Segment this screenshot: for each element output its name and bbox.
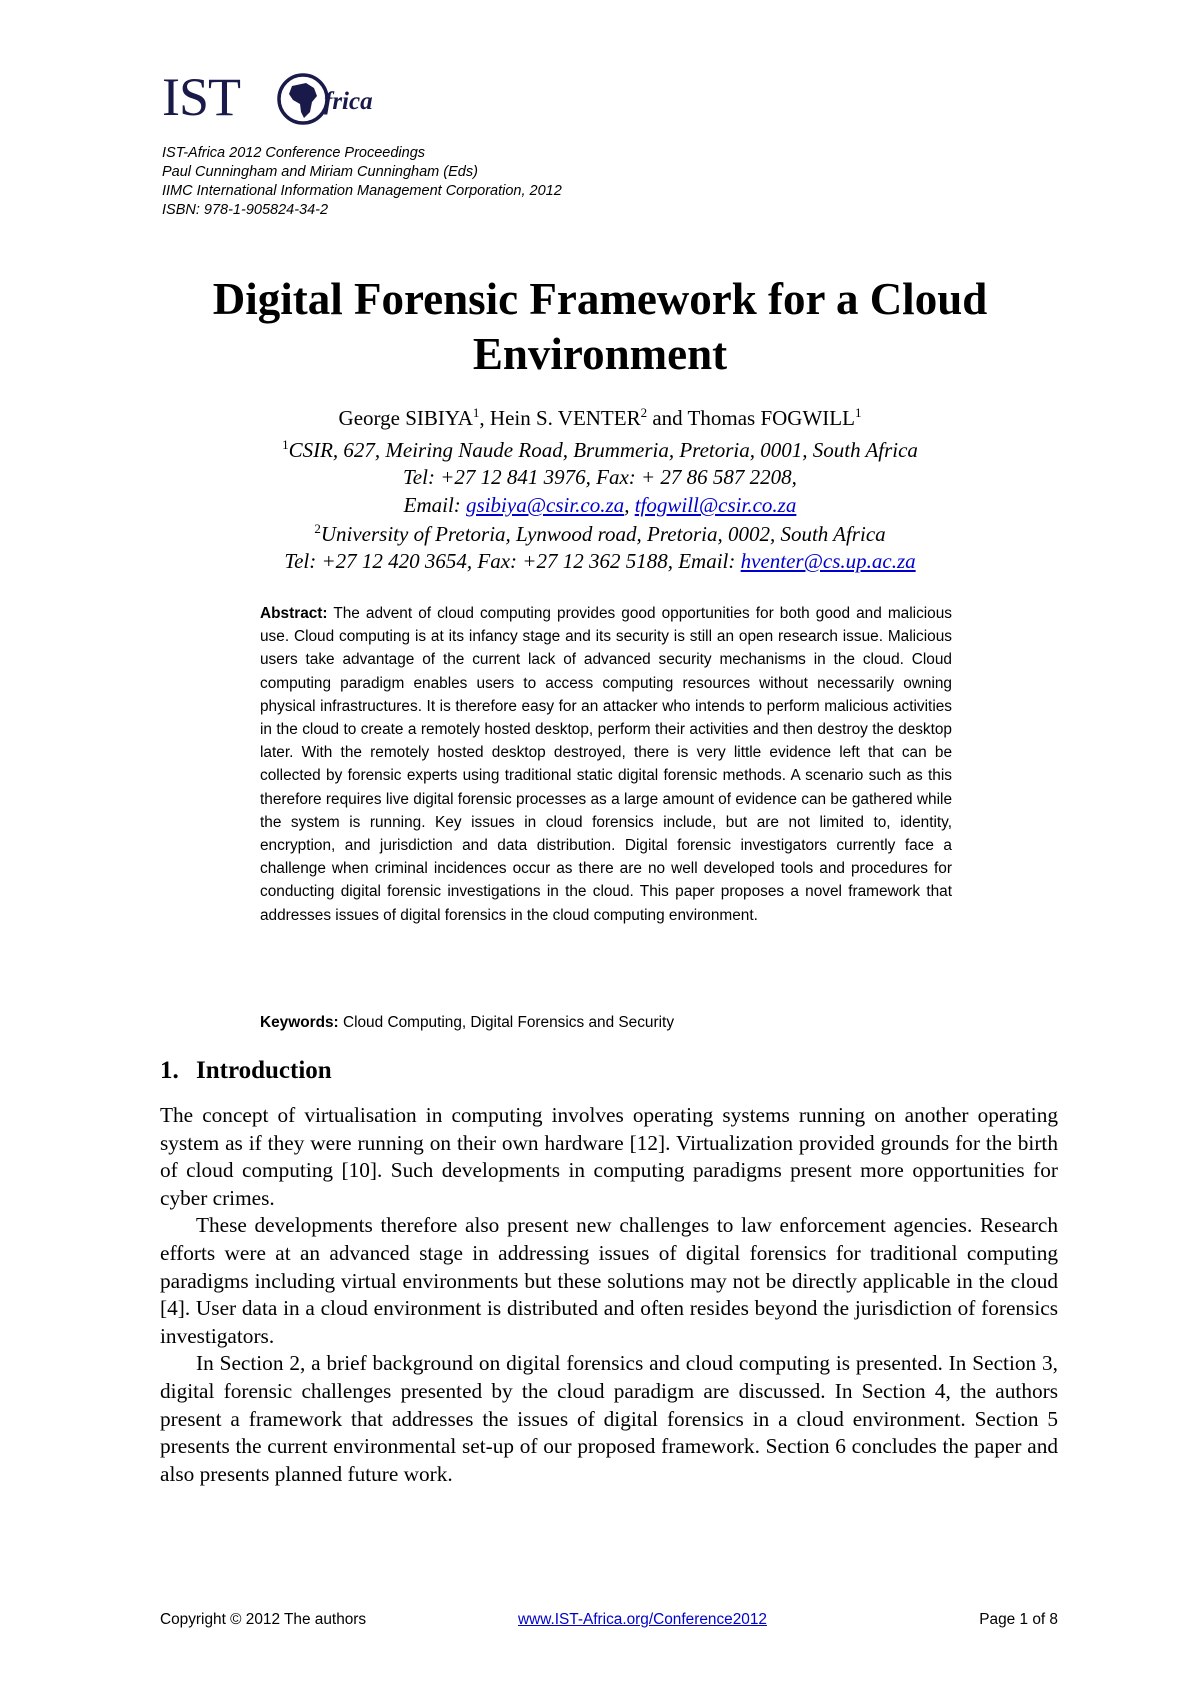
logo-frica-text: frica	[324, 88, 373, 115]
affiliation-1-tel: Tel: +27 12 841 3976, Fax: + 27 86 587 2208,	[403, 465, 797, 489]
author-name: George SIBIYA	[338, 406, 473, 430]
affiliation-superscript: 2	[314, 521, 321, 536]
proceedings-line: Paul Cunningham and Miriam Cunningham (Eds)	[162, 164, 478, 180]
ist-africa-logo	[162, 68, 402, 128]
paragraph: In Section 2, a brief background on digital forensics and cloud computing is presented. In Section 3, digital forensic challenges presented by the cloud paradigm are discussed. In Section 4, the authors present a framework that addresses the issues of digital forensics in a cloud environment. Section 5 presents the current environmental set-up of our proposed framework. Section 6 concludes the paper and also presents planned future work.	[160, 1351, 1058, 1486]
author-superscript: 1	[472, 405, 480, 420]
proceedings-line: ISBN: 978-1-905824-34-2	[162, 202, 329, 218]
author-name: , Hein S. VENTER	[479, 406, 641, 430]
proceedings-info	[162, 144, 562, 220]
email-link-hventer[interactable]: hventer@cs.up.ac.za	[740, 549, 916, 573]
affiliation-2-contact	[100, 549, 1100, 574]
email-label: Email:	[403, 493, 467, 517]
keywords-text: Cloud Computing, Digital Forensics and Security	[338, 1014, 675, 1031]
paragraph: These developments therefore also present new challenges to law enforcement agencies. Research efforts were at an advanced stage in addressing issues of digital forensics for traditional computing paradigms including virtual environments but these solutions may not be directly applicable in the cloud [4]. User data in a cloud environment is distributed and often resides beyond the jurisdiction of forensics investigators.	[160, 1213, 1058, 1348]
author-superscript: 2	[640, 405, 648, 420]
affiliation-1	[100, 438, 1100, 463]
abstract-label: Abstract:	[260, 605, 328, 622]
email-link-gsibiya[interactable]: gsibiya@csir.co.za	[466, 493, 625, 517]
africa-globe-icon	[276, 72, 330, 126]
contact-text: Tel: +27 12 420 3654, Fax: +27 12 362 5188, Email:	[284, 549, 741, 573]
author-superscript: 1	[854, 405, 862, 420]
abstract	[260, 602, 952, 927]
proceedings-line: IIMC International Information Management Corporation, 2012	[162, 183, 562, 199]
keywords-label: Keywords:	[260, 1014, 339, 1031]
paper-title: Digital Forensic Framework for a Cloud Environment	[212, 274, 988, 379]
affiliation-1-email	[100, 493, 1100, 518]
footer-copyright: Copyright © 2012 The authors	[160, 1611, 367, 1628]
section-title: Introduction	[196, 1057, 332, 1084]
footer-conference-link[interactable]: www.IST-Africa.org/Conference2012	[518, 1611, 767, 1628]
footer-page-number: Page 1 of 8	[979, 1611, 1058, 1628]
abstract-text: The advent of cloud computing provides good opportunities for both good and malicious use. Cloud computing is at its infancy stage and its security is still an open research issue. Malicious users take advantage of the current lack of advanced security mechanisms in the cloud. Cloud computing paradigm enables users to access computing resources without necessarily owning physical infrastructures. It is therefore easy for an attacker who intends to perform malicious activities in the cloud to create a remotely hosted desktop, perform their activities and then destroy the desktop later. With the remotely hosted desktop destroyed, there is very little evidence left that can be collected by forensic experts using traditional static digital forensic methods. A scenario such as this therefore requires live digital forensic processes as a large amount of evidence can be gathered while the system is running. Key issues in cloud forensics include, but are not limited to, identity, encryption, and jurisdiction and data distribution. Digital forensic investigators currently face a challenge when criminal incidences occur as there are no well developed tools and procedures for conducting digital forensic investigations in the cloud. This paper proposes a novel framework that addresses issues of digital forensics in the cloud computing environment.	[260, 605, 952, 924]
logo-ist-text: IST	[162, 67, 240, 127]
section-number: 1.	[160, 1057, 179, 1084]
author-name: and Thomas FOGWILL	[647, 406, 855, 430]
affiliation-2	[100, 522, 1100, 547]
page-footer	[160, 1610, 1058, 1634]
keywords	[260, 1012, 960, 1034]
paragraph: The concept of virtualisation in computing involves operating systems running on another operating system as if they were running on their own hardware [12]. Virtualization provided grounds for the birth of cloud computing [10]. Such developments in computing paradigms present more opportunities for cyber crimes.	[160, 1103, 1058, 1210]
proceedings-line: IST-Africa 2012 Conference Proceedings	[162, 145, 426, 161]
author-list	[100, 406, 1100, 431]
section-heading-introduction	[160, 1056, 332, 1086]
affiliation-text: University of Pretoria, Lynwood road, Pretoria, 0002, South Africa	[320, 522, 886, 546]
affiliation-text: CSIR, 627, Meiring Naude Road, Brummeria, Pretoria, 0001, South Africa	[288, 438, 918, 462]
introduction-body	[160, 1102, 1058, 1488]
email-link-tfogwill[interactable]: tfogwill@csir.co.za	[634, 493, 797, 517]
email-separator: ,	[624, 493, 635, 517]
affiliation-superscript: 1	[282, 437, 289, 452]
